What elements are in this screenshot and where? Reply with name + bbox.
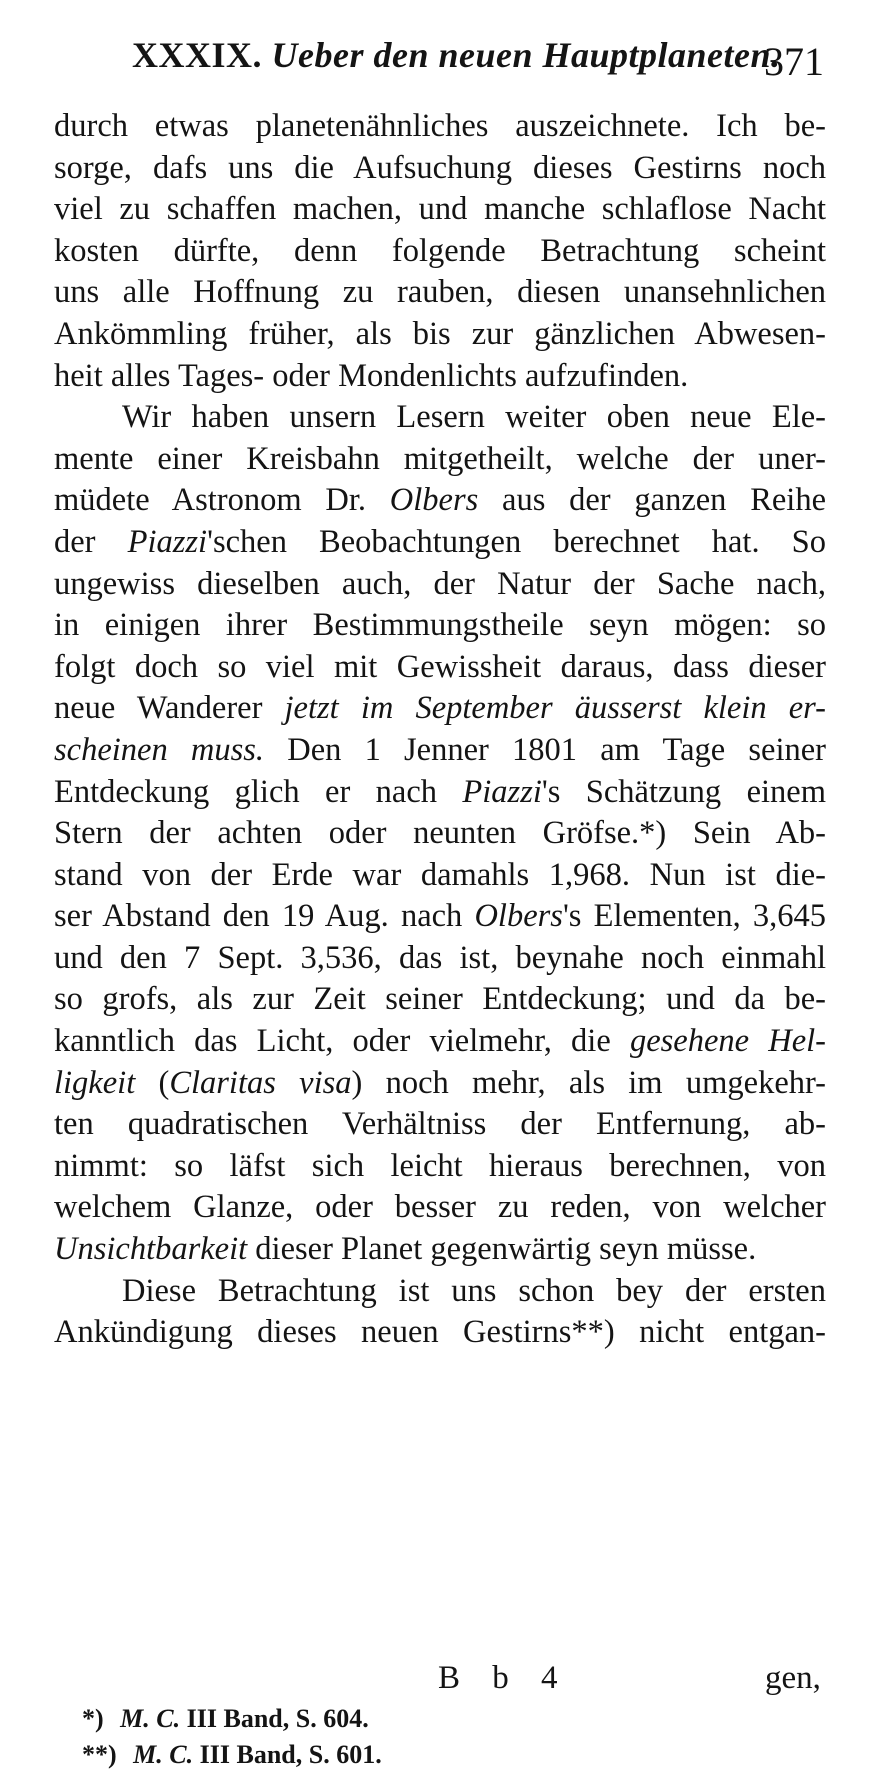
line-text: Wir haben unsern Lesern weiter oben neue Ele- bbox=[122, 399, 826, 436]
page-header bbox=[0, 34, 876, 94]
text-line bbox=[54, 813, 826, 855]
text-line bbox=[54, 480, 826, 522]
line-text: dieser Planet gegenwärtig seyn müsse. bbox=[247, 1231, 757, 1268]
line-text: müdete Astronom Dr. bbox=[54, 482, 390, 519]
emphasis-phrase: Unsichtbarkeit bbox=[54, 1231, 248, 1268]
footnote bbox=[82, 1737, 782, 1773]
text-line bbox=[54, 522, 826, 564]
line-text: stand von der Erde war damahls 1,968. Nun ist die- bbox=[54, 856, 826, 893]
footnotes bbox=[82, 1701, 782, 1773]
emphasis-phrase: gesehene Hel- bbox=[629, 1023, 826, 1060]
emphasis-name: Piazzi bbox=[127, 523, 208, 560]
line-text: Ankündigung dieses neuen Gestirns**) nicht entgan- bbox=[54, 1314, 826, 1351]
line-text: ser Abstand den 19 Aug. nach bbox=[54, 898, 475, 935]
line-text: heit alles Tages- oder Mondenlichts aufzufinden. bbox=[54, 357, 689, 394]
body-text bbox=[54, 106, 826, 1354]
line-text: in einigen ihrer Bestimmungstheile seyn mögen: so bbox=[54, 607, 826, 644]
emphasis-phrase: scheinen muss. bbox=[54, 731, 265, 768]
text-line bbox=[54, 272, 826, 314]
text-line bbox=[54, 439, 826, 481]
line-text: 's Elementen, 3,645 bbox=[562, 898, 826, 935]
emphasis-name: Piazzi bbox=[462, 773, 542, 810]
text-line bbox=[54, 231, 826, 273]
paragraph-start-line bbox=[54, 1271, 826, 1313]
text-line bbox=[54, 1146, 826, 1188]
line-text: neue Wanderer bbox=[54, 690, 285, 727]
page-number: 371 bbox=[764, 39, 824, 84]
line-text: viel zu schaffen machen, und manche schlaflose Nacht bbox=[54, 191, 826, 228]
text-line bbox=[54, 189, 826, 231]
line-text: so grofs, als zur Zeit seiner Entdeckung; und da be- bbox=[54, 981, 826, 1018]
line-text: welchem Glanze, oder besser zu reden, von welcher bbox=[54, 1189, 826, 1226]
footnote-mark: *) bbox=[82, 1704, 104, 1733]
line-text: nimmt: so läfst sich leicht hieraus berechnen, von bbox=[54, 1147, 826, 1184]
line-text: 's Schätzung einem bbox=[541, 773, 826, 810]
text-line bbox=[54, 896, 826, 938]
emphasis-latin: Claritas visa bbox=[169, 1064, 352, 1101]
line-text: und den 7 Sept. 3,536, das ist, beynahe noch einmahl bbox=[54, 939, 826, 976]
text-line bbox=[54, 148, 826, 190]
text-line bbox=[54, 1312, 826, 1354]
text-line bbox=[54, 1104, 826, 1146]
chapter-title: Ueber den neuen Hauptplaneten. bbox=[271, 35, 781, 75]
text-line bbox=[54, 1187, 826, 1229]
emphasis-name: Olbers bbox=[389, 482, 479, 519]
line-text: folgt doch so viel mit Gewissheit daraus, dass dieser bbox=[54, 648, 826, 685]
line-text: der bbox=[54, 523, 128, 560]
line-text: kosten dürfte, denn folgende Betrachtung scheint bbox=[54, 232, 826, 269]
line-text: Stern der achten oder neunten Gröfse.*) Sein Ab- bbox=[54, 815, 826, 852]
line-text: kanntlich das Licht, oder vielmehr, die bbox=[54, 1023, 630, 1060]
footnote-source: M. C. bbox=[133, 1740, 194, 1769]
text-line bbox=[54, 1063, 826, 1105]
line-text: ten quadratischen Verhältniss der Entfernung, ab- bbox=[54, 1106, 826, 1143]
line-text: ( bbox=[135, 1064, 170, 1101]
running-head bbox=[132, 34, 781, 76]
catchword: gen, bbox=[765, 1660, 821, 1696]
emphasis-phrase: ligkeit bbox=[54, 1064, 136, 1101]
line-text: sorge, dafs uns die Aufsuchung dieses Gestirns noch bbox=[54, 149, 826, 186]
text-line bbox=[54, 564, 826, 606]
line-text: Diese Betrachtung ist uns schon bey der ersten bbox=[122, 1272, 826, 1309]
text-line bbox=[54, 688, 826, 730]
footnote-text: III Band, S. 604. bbox=[186, 1704, 369, 1733]
footnote-text: III Band, S. 601. bbox=[199, 1740, 382, 1769]
text-line bbox=[54, 1021, 826, 1063]
line-text: durch etwas planetenähnliches auszeichnete. Ich be- bbox=[54, 108, 826, 144]
line-text: ungewiss dieselben auch, der Natur der Sache nach, bbox=[54, 565, 826, 602]
text-line bbox=[54, 605, 826, 647]
footnote bbox=[82, 1701, 782, 1737]
line-text: 'schen Beobachtungen berechnet hat. So bbox=[207, 523, 827, 560]
emphasis-phrase: jetzt im September äusserst klein er- bbox=[284, 690, 826, 727]
text-line bbox=[54, 1229, 826, 1271]
text-line bbox=[54, 106, 826, 148]
emphasis-name: Olbers bbox=[474, 898, 563, 935]
line-text: Den 1 Jenner 1801 am Tage seiner bbox=[264, 731, 827, 768]
line-text: mente einer Kreisbahn mitgetheilt, welche der uner- bbox=[54, 440, 826, 477]
text-line bbox=[54, 979, 826, 1021]
text-line bbox=[54, 647, 826, 689]
line-text: aus der ganzen Reihe bbox=[478, 482, 826, 519]
text-line bbox=[54, 938, 826, 980]
line-text: Entdeckung glich er nach bbox=[54, 773, 463, 810]
chapter-number: XXXIX. bbox=[132, 35, 263, 75]
line-text: Ankömmling früher, als bis zur gänzlichen Abwesen- bbox=[54, 315, 826, 352]
line-text: uns alle Hoffnung zu rauben, diesen unansehnlichen bbox=[54, 274, 826, 311]
text-line bbox=[54, 314, 826, 356]
line-text: ) noch mehr, als im umgekehr- bbox=[351, 1064, 826, 1101]
text-line bbox=[54, 772, 826, 814]
text-line bbox=[54, 356, 826, 398]
paragraph-start-line bbox=[54, 397, 826, 439]
footnote-source: M. C. bbox=[120, 1704, 181, 1733]
text-line bbox=[54, 855, 826, 897]
footnote-mark: **) bbox=[82, 1740, 117, 1769]
signature-mark: B b 4 bbox=[438, 1660, 570, 1696]
text-line bbox=[54, 730, 826, 772]
